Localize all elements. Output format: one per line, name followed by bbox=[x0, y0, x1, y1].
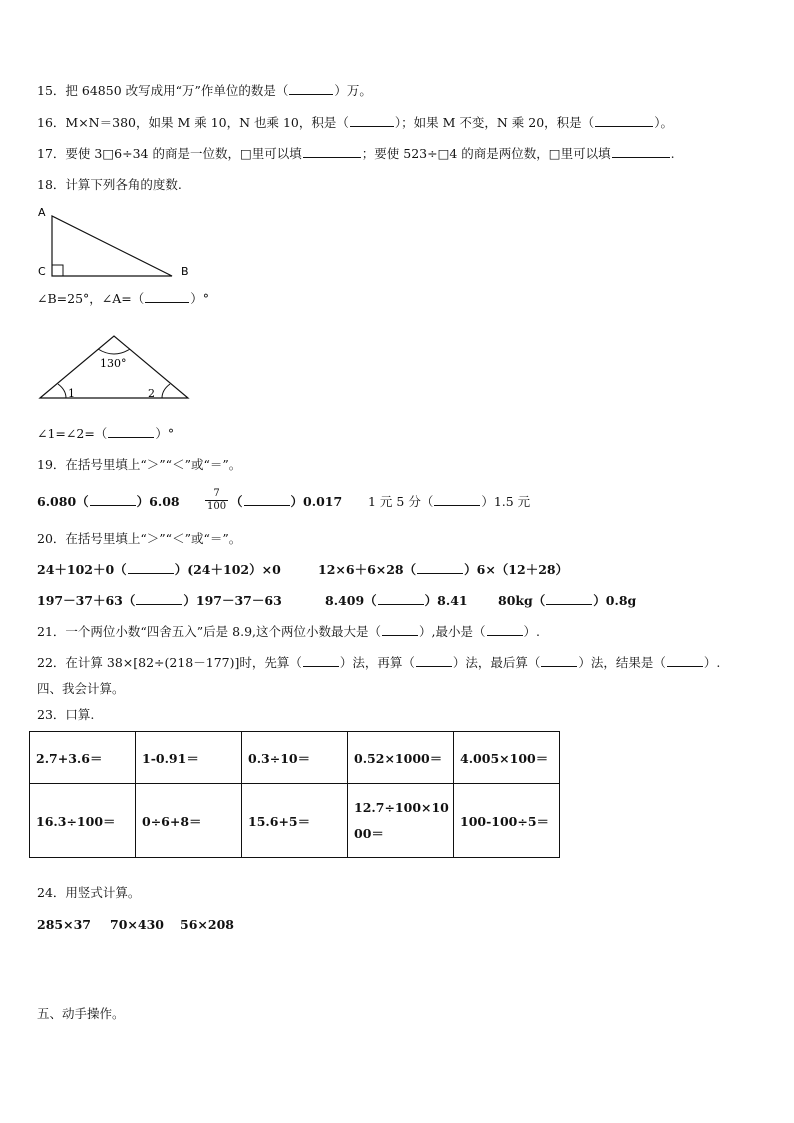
obtuse-triangle-figure bbox=[38, 334, 194, 402]
answer-blank[interactable] bbox=[145, 291, 189, 303]
q20-row2-item-3: 80kg（ ）0.8g bbox=[498, 593, 637, 608]
question-17: 17．要使 3□6÷34 的商是一位数，□里可以填 ；要使 523÷□4 的商是两位数，□里可以填 . bbox=[37, 146, 675, 161]
answer-blank[interactable] bbox=[434, 494, 480, 506]
table-cell[interactable]: 0.52×1000＝ bbox=[348, 732, 454, 784]
answer-blank[interactable] bbox=[303, 655, 339, 667]
table-cell[interactable]: 12.7÷100×1000＝ bbox=[348, 784, 454, 858]
table-row bbox=[30, 732, 560, 784]
question-23-title: 23．口算. bbox=[37, 707, 95, 722]
oral-calculation-table bbox=[29, 731, 560, 858]
table-cell[interactable]: 1-0.91＝ bbox=[136, 732, 242, 784]
table-cell[interactable]: 100-100÷5＝ bbox=[454, 784, 560, 858]
section-5-heading: 五、动手操作。 bbox=[37, 1006, 125, 1021]
fraction-7-100: $\frac{7}{100}$ bbox=[207, 488, 227, 512]
q24-item-1: 285×37 bbox=[37, 917, 91, 932]
answer-blank[interactable] bbox=[612, 146, 670, 158]
q19-item-2: （ ）0.017 bbox=[230, 494, 343, 509]
table-cell[interactable]: 16.3÷100＝ bbox=[30, 784, 136, 858]
question-22: 22．在计算 38×[82÷(218－177)]时，先算（ ）法，再算（ ）法，最后算（ ）法，结果是（ ）. bbox=[37, 655, 721, 670]
question-19-title: 19．在括号里填上“＞”“＜”或“＝”。 bbox=[37, 457, 242, 472]
angle-label-1: 1 bbox=[68, 387, 75, 400]
answer-blank[interactable] bbox=[378, 593, 424, 605]
table-cell[interactable]: 15.6+5＝ bbox=[242, 784, 348, 858]
question-16: 16．M×N＝380，如果 M 乘 10，N 也乘 10，积是（ ）；如果 M 不变，N 乘 20，积是（ ）。 bbox=[37, 115, 673, 130]
q24-item-2: 70×430 bbox=[110, 917, 164, 932]
vertex-label-c: C bbox=[38, 265, 46, 278]
answer-blank[interactable] bbox=[108, 426, 154, 438]
question-21: 21．一个两位小数“四舍五入”后是 8.9,这个两位小数最大是（ ）,最小是（ ）. bbox=[37, 624, 540, 639]
table-row bbox=[30, 784, 560, 858]
answer-blank[interactable] bbox=[303, 146, 361, 158]
q20-row1-item-1: 24＋102＋0（ ）(24＋102）×0 bbox=[37, 562, 281, 577]
table-cell[interactable]: 0.3÷10＝ bbox=[242, 732, 348, 784]
section-4-heading: 四、我会计算。 bbox=[37, 681, 125, 696]
answer-blank[interactable] bbox=[90, 494, 136, 506]
answer-blank[interactable] bbox=[667, 655, 703, 667]
table-cell[interactable]: 2.7+3.6＝ bbox=[30, 732, 136, 784]
question-18-answer-2: ∠1=∠2=（ ）° bbox=[37, 426, 175, 441]
table-cell[interactable]: 4.005×100＝ bbox=[454, 732, 560, 784]
apex-angle-label: 130° bbox=[100, 357, 127, 370]
q19-item-3: 1 元 5 分（ ）1.5 元 bbox=[368, 494, 531, 509]
q19-item-1: 6.080（ ）6.08 bbox=[37, 494, 180, 509]
answer-blank[interactable] bbox=[289, 83, 333, 95]
question-18-answer-1: ∠B=25°，∠A=（ ）° bbox=[37, 291, 210, 306]
answer-blank[interactable] bbox=[416, 655, 452, 667]
answer-blank[interactable] bbox=[595, 115, 653, 127]
q20-row1-item-2: 12×6＋6×28（ ）6×（12＋28） bbox=[318, 562, 569, 577]
q20-row2-item-1: 197－37＋63（ ）197－37－63 bbox=[37, 593, 282, 608]
table-cell[interactable]: 0÷6+8＝ bbox=[136, 784, 242, 858]
answer-blank[interactable] bbox=[382, 624, 418, 636]
answer-blank[interactable] bbox=[541, 655, 577, 667]
answer-blank[interactable] bbox=[128, 562, 174, 574]
vertex-label-a: A bbox=[38, 206, 46, 219]
answer-blank[interactable] bbox=[546, 593, 592, 605]
answer-blank[interactable] bbox=[350, 115, 394, 127]
q24-item-3: 56×208 bbox=[180, 917, 234, 932]
answer-blank[interactable] bbox=[136, 593, 182, 605]
q20-row2-item-2: 8.409（ ）8.41 bbox=[325, 593, 468, 608]
question-24-title: 24．用竖式计算。 bbox=[37, 885, 141, 900]
right-triangle-figure bbox=[36, 204, 196, 280]
vertex-label-b: B bbox=[181, 265, 189, 278]
question-15: 15．把 64850 改写成用“万”作单位的数是（ ）万。 bbox=[37, 83, 372, 98]
question-20-title: 20．在括号里填上“＞”“＜”或“＝”。 bbox=[37, 531, 242, 546]
answer-blank[interactable] bbox=[487, 624, 523, 636]
answer-blank[interactable] bbox=[417, 562, 463, 574]
answer-blank[interactable] bbox=[244, 494, 290, 506]
question-18-title: 18．计算下列各角的度数. bbox=[37, 177, 182, 192]
angle-label-2: 2 bbox=[148, 387, 155, 400]
